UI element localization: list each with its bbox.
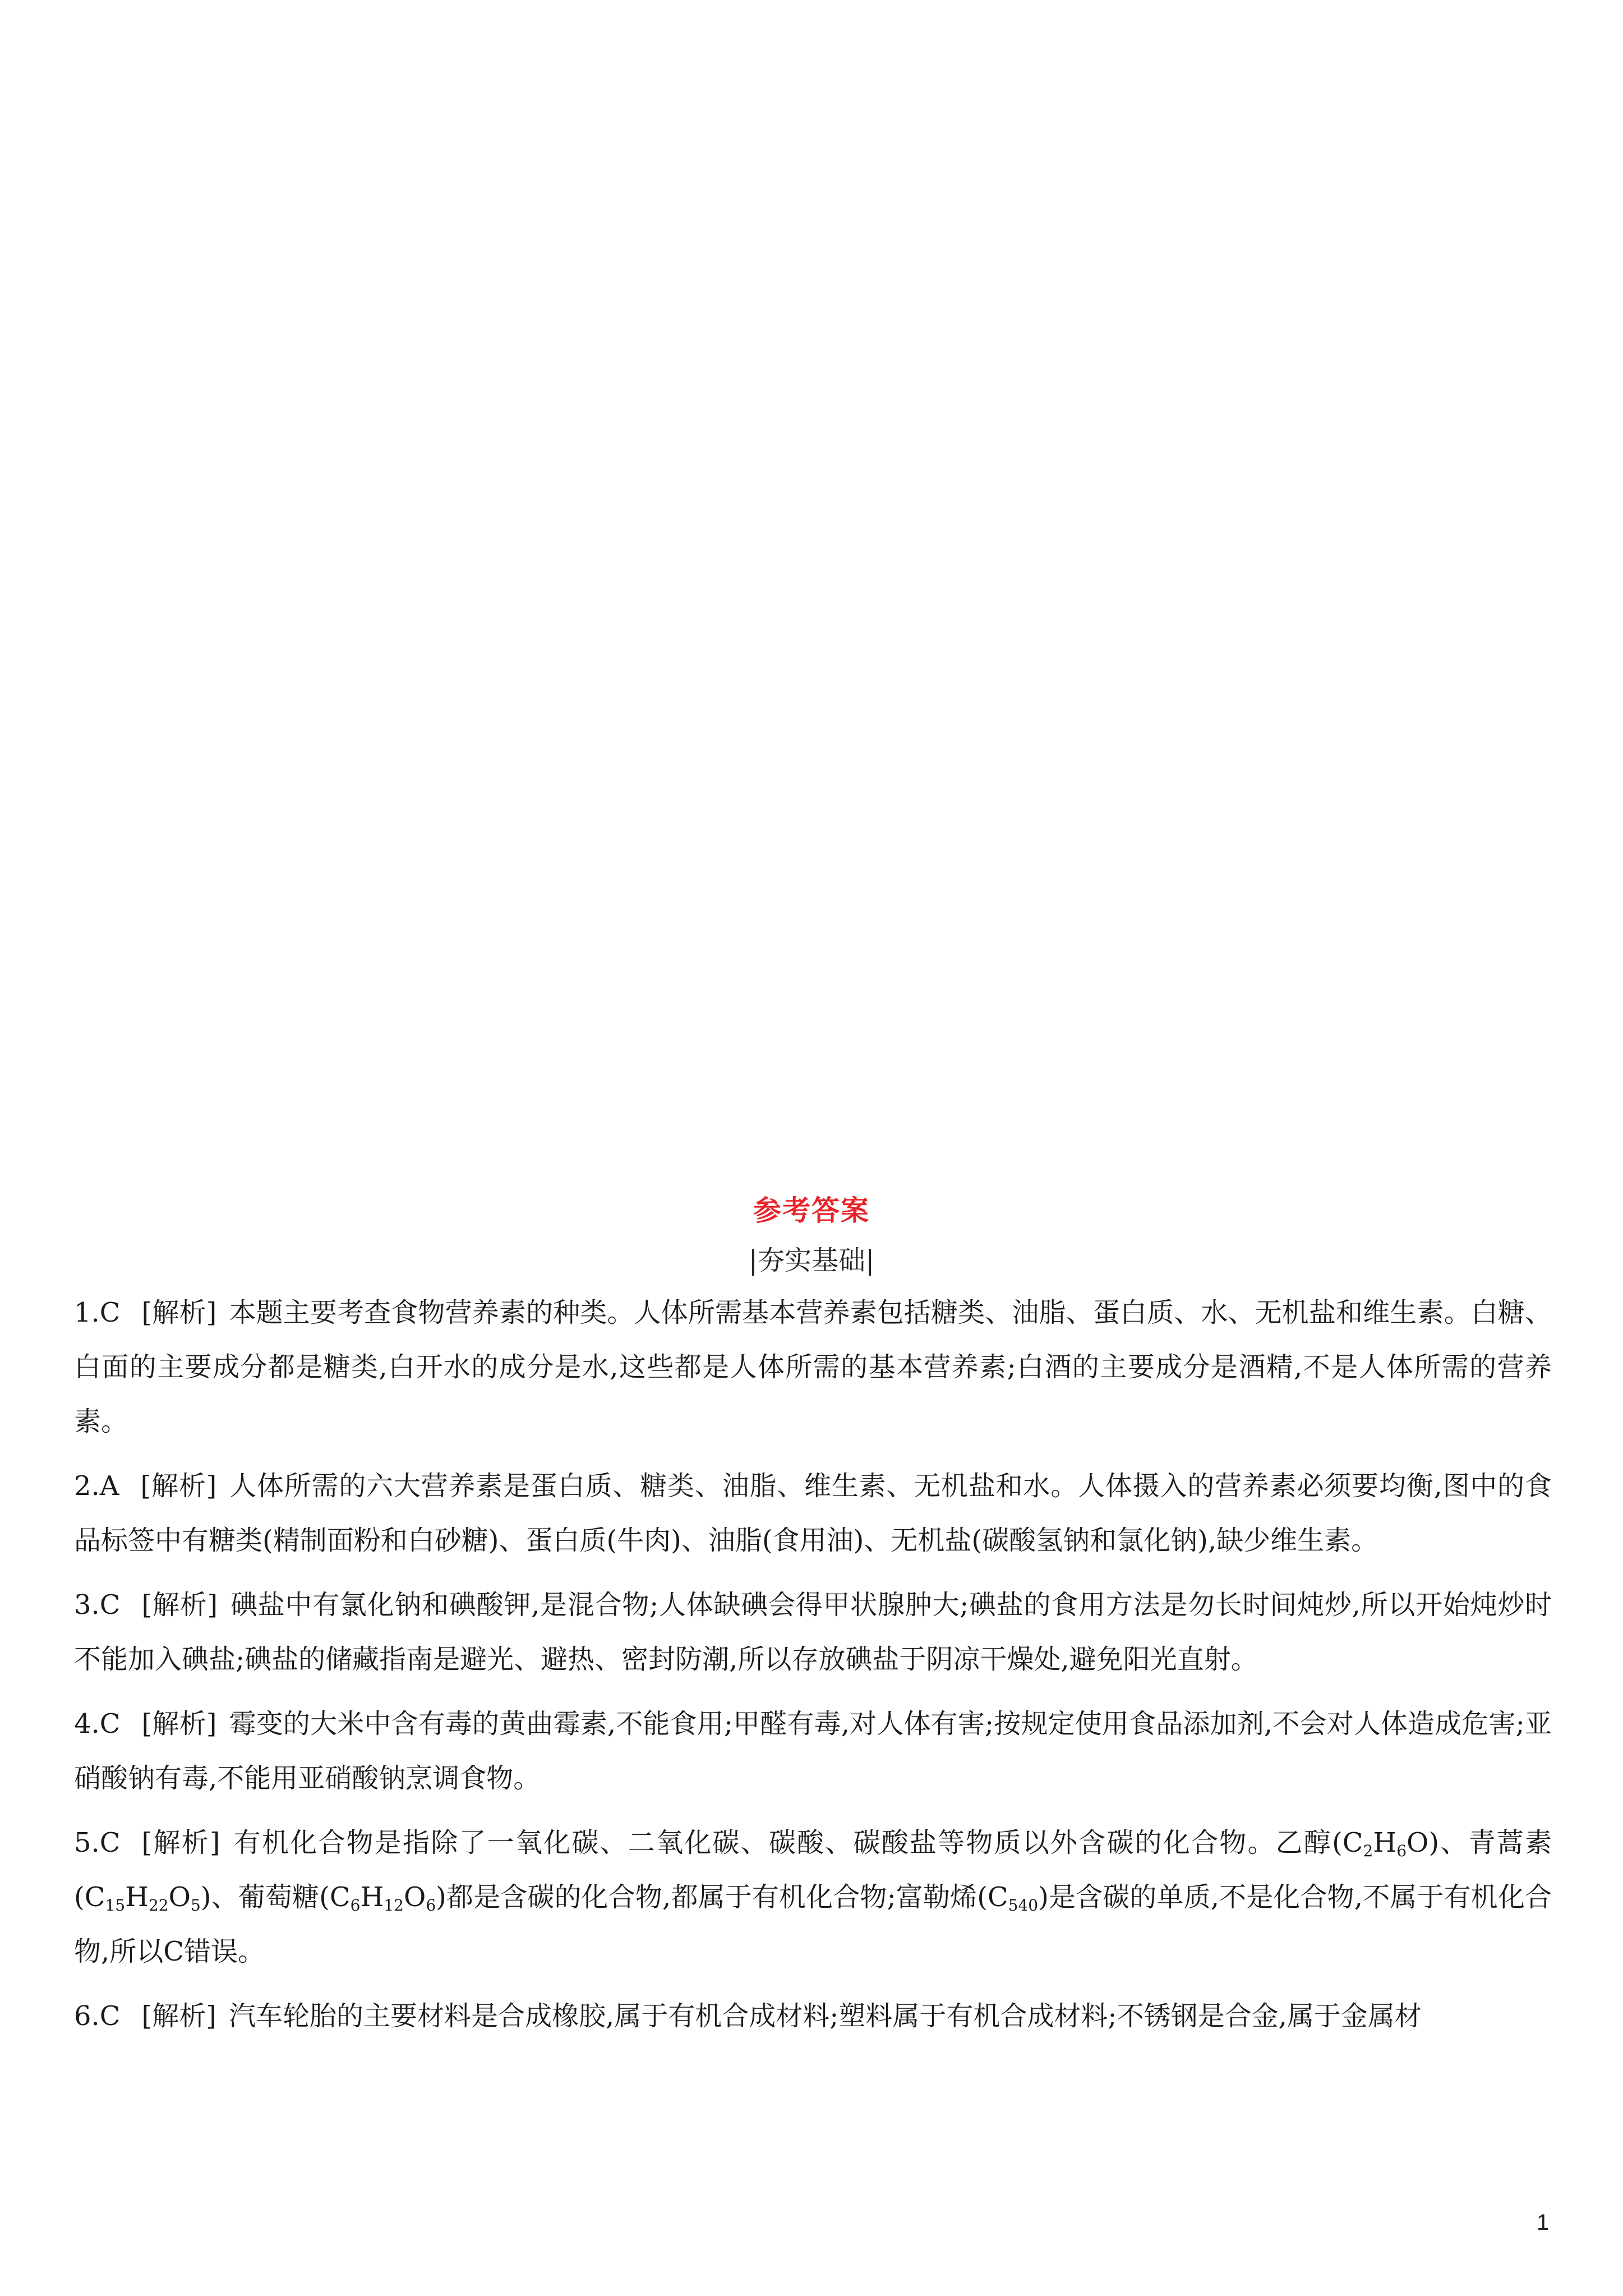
answer-item-6 bbox=[74, 1989, 1552, 2044]
text-segment: )是含碳的单质,不是化合物,不属于有机化合物,所以C错误。 bbox=[74, 1881, 1552, 1967]
subscript: 12 bbox=[384, 1896, 404, 1915]
text-segment: O bbox=[168, 1881, 191, 1913]
answer-item-5 bbox=[74, 1816, 1552, 1979]
answer-item-4 bbox=[74, 1697, 1552, 1806]
subscript: 6 bbox=[350, 1896, 361, 1915]
page-number: 1 bbox=[1537, 2210, 1550, 2235]
page-title: 参考答案 bbox=[753, 1194, 870, 1227]
subscript: 15 bbox=[105, 1896, 126, 1915]
text-segment: H bbox=[360, 1881, 384, 1913]
answer-list bbox=[74, 1286, 1552, 2054]
analysis-tag: [解析] bbox=[141, 1589, 218, 1621]
subscript: 2 bbox=[1363, 1842, 1373, 1860]
answer-number: 4.C bbox=[74, 1708, 121, 1740]
subscript: 22 bbox=[148, 1896, 169, 1915]
subscript: 5 bbox=[190, 1896, 201, 1915]
answer-text: 人体所需的六大营养素是蛋白质、糖类、油脂、维生素、无机盐和水。人体摄入的营养素必须要均衡,图中的食品标签中有糖类(精制面粉和白砂糖)、蛋白质(牛肉)、油脂(食用油)、无机盐(碳酸氢钠和氯化钠),缺少维生素。 bbox=[74, 1470, 1552, 1556]
analysis-tag: [解析] bbox=[141, 1827, 220, 1858]
answer-text bbox=[74, 1827, 1552, 1967]
subscript: 6 bbox=[1396, 1842, 1407, 1860]
text-segment: )、葡萄糖(C bbox=[200, 1881, 351, 1913]
answer-text: 碘盐中有氯化钠和碘酸钾,是混合物;人体缺碘会得甲状腺肿大;碘盐的食用方法是勿长时间炖炒,所以开始炖炒时不能加入碘盐;碘盐的储藏指南是避光、避热、密封防潮,所以存放碘盐于阴凉干燥处,避免阳光直射。 bbox=[74, 1589, 1552, 1675]
answer-text: 霉变的大米中含有毒的黄曲霉素,不能食用;甲醛有毒,对人体有害;按规定使用食品添加剂,不会对人体造成危害;亚硝酸钠有毒,不能用亚硝酸钠烹调食物。 bbox=[74, 1708, 1552, 1794]
subscript: 6 bbox=[426, 1896, 436, 1915]
analysis-tag: [解析] bbox=[141, 1708, 217, 1740]
answer-item-2 bbox=[74, 1459, 1552, 1568]
text-segment: H bbox=[1373, 1827, 1397, 1858]
text-segment: 有机化合物是指除了一氧化碳、二氧化碳、碳酸、碳酸盐等物质以外含碳的化合物。乙醇(C bbox=[232, 1827, 1363, 1858]
answer-number: 2.A bbox=[74, 1470, 119, 1502]
answer-number: 5.C bbox=[74, 1827, 121, 1858]
answer-text: 本题主要考查食物营养素的种类。人体所需基本营养素包括糖类、油脂、蛋白质、水、无机盐和维生素。白糖、白面的主要成分都是糖类,白开水的成分是水,这些都是人体所需的基本营养素;白酒的主要成分是酒精,不是人体所需的营养素。 bbox=[74, 1297, 1552, 1437]
text-segment: H bbox=[125, 1881, 149, 1913]
subscript: 540 bbox=[1008, 1896, 1039, 1915]
answer-item-1 bbox=[74, 1286, 1552, 1449]
answer-item-3 bbox=[74, 1578, 1552, 1687]
text-segment: O bbox=[403, 1881, 426, 1913]
answer-text: 汽车轮胎的主要材料是合成橡胶,属于有机合成材料;塑料属于有机合成材料;不锈钢是合金,属于金属材 bbox=[229, 2000, 1422, 2032]
text-segment: O)、青蒿素(C bbox=[74, 1827, 1552, 1913]
answer-number: 3.C bbox=[74, 1589, 121, 1621]
answer-number: 6.C bbox=[74, 2000, 121, 2032]
answer-number: 1.C bbox=[74, 1297, 121, 1328]
section-heading: |夯实基础| bbox=[748, 1245, 875, 1276]
analysis-tag: [解析] bbox=[141, 2000, 216, 2032]
analysis-tag: [解析] bbox=[140, 1470, 217, 1502]
text-segment: )都是含碳的化合物,都属于有机化合物;富勒烯(C bbox=[436, 1881, 1008, 1913]
analysis-tag: [解析] bbox=[141, 1297, 217, 1328]
